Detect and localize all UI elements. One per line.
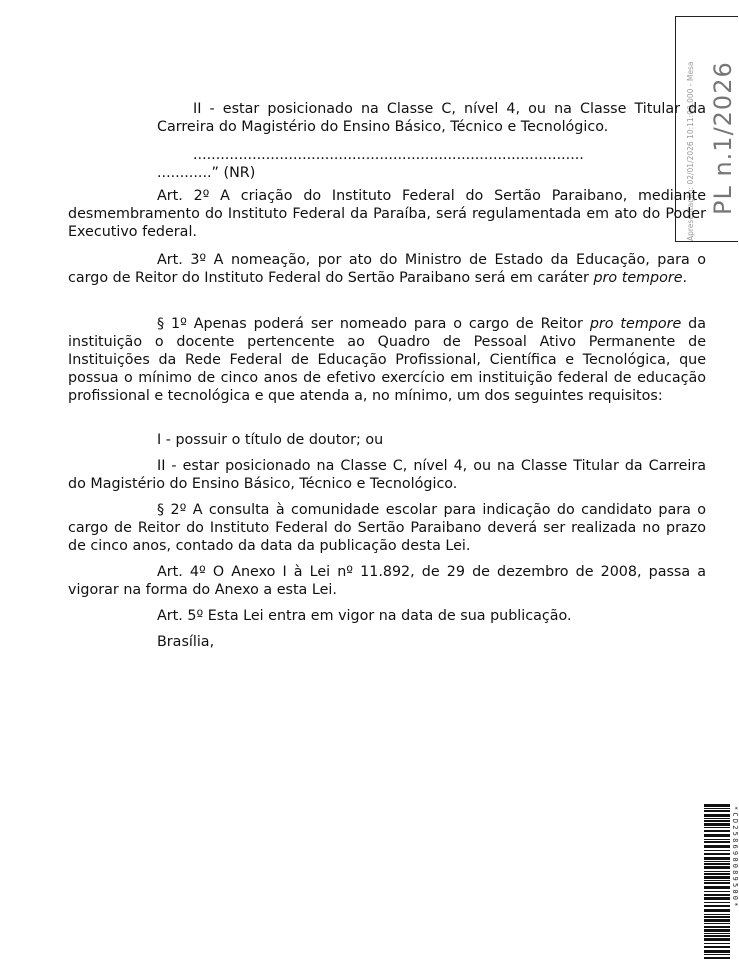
barcode-bar: [704, 886, 730, 889]
barcode-bar: [704, 909, 730, 912]
barcode-bar: [704, 853, 730, 855]
bill-number: PL n.1/2026: [709, 61, 737, 215]
barcode-bar: [704, 871, 730, 872]
barcode-bar: [704, 946, 730, 948]
barcode-bar: [704, 876, 730, 879]
barcode-bar: [704, 830, 730, 832]
barcode-bar: [704, 850, 730, 851]
barcode-bar: [704, 845, 730, 848]
inciso-ii: II - estar posicionado na Classe C, nível 4, ou na Classe Titular da Carreira do Magistério do Ensino Básico, Técnico e Tecnológico.: [68, 458, 706, 492]
article-2: Art. 2º A criação do Instituto Federal do Sertão Paraibano, mediante desmembramento do Instituto Federal da Paraíba, será regulamentada em ato do Poder Executivo federal.: [68, 188, 706, 240]
barcode-bar: [704, 891, 730, 892]
barcode-bar: [704, 882, 730, 884]
barcode-bar: [704, 916, 730, 918]
ellipsis-line: ......................................................................................: [193, 147, 584, 163]
barcode-bar: [704, 808, 730, 809]
article-3-italic: pro tempore: [593, 270, 683, 286]
barcode-bar: [704, 935, 730, 937]
barcode-bar: [704, 926, 730, 928]
barcode-bar: [704, 933, 730, 934]
barcode-bar: [704, 827, 730, 828]
barcode-bar: [704, 818, 730, 819]
article-5: Art. 5º Esta Lei entra em vigor na data de sua publicação.: [157, 608, 572, 624]
barcode-bar: [704, 814, 730, 817]
barcode-bar: [704, 938, 730, 941]
barcode: [704, 804, 730, 959]
barcode-bar: [704, 873, 730, 875]
barcode-bar: [704, 897, 730, 900]
barcode-bar: [704, 834, 730, 837]
paragraph-1-text: § 1º Apenas poderá ser nomeado para o cargo de Reitor: [157, 316, 590, 332]
barcode-bar: [704, 929, 730, 932]
barcode-bar: [704, 880, 730, 881]
barcode-bar: [704, 839, 730, 840]
ellipsis-nr: ............” (NR): [157, 165, 256, 181]
paragraph-2: § 2º A consulta à comunidade escolar para indicação do candidato para o cargo de Reitor do Instituto Federal do Sertão Paraibano deverá ser realizada no prazo de cinco anos, contado da data da publicação desta Lei.: [68, 502, 706, 554]
paragraph-1: [68, 315, 706, 405]
barcode-bar: [704, 957, 730, 959]
article-3: [68, 251, 706, 287]
barcode-bar: [704, 894, 730, 896]
barcode-bar: [704, 857, 730, 860]
paragraph-1-rest: da instituição o docente pertencente ao Quadro de Pessoal Ativo Permanente de Instituições da Rede Federal de Educação Profissional, Científica e Tecnológica, que possua o mínimo de cinco anos de efetivo exercício em instituição federal de educação profissional e tecnológica e que atenda a, no mínimo, um dos seguintes requisitos:: [68, 316, 707, 404]
barcode-bar: [704, 905, 730, 907]
barcode-bar: [704, 950, 730, 953]
paragraph-1-italic: pro tempore: [589, 316, 682, 332]
barcode-bar: [704, 841, 730, 843]
barcode-bar: [704, 943, 730, 944]
barcode-bar: [704, 919, 730, 922]
barcode-bar: [704, 804, 730, 807]
place-line: Brasília,: [157, 634, 215, 650]
barcode-bar: [704, 866, 730, 869]
article-4: Art. 4º O Anexo I à Lei nº 11.892, de 29 de dezembro de 2008, passa a vigorar na forma do Anexo a esta Lei.: [68, 564, 706, 598]
barcode-bar: [704, 861, 730, 862]
barcode-bar: [704, 902, 730, 903]
barcode-bar: [704, 923, 730, 924]
barcode-bar: [704, 823, 730, 826]
barcode-text: *CD258690089500*: [731, 806, 739, 909]
article-3-text: Art. 3º A nomeação, por ato do Ministro de Estado da Educação, para o cargo de Reitor do Instituto Federal do Sertão Paraibano será em caráter: [68, 252, 706, 286]
barcode-bar: [704, 810, 730, 812]
barcode-bar: [704, 954, 730, 955]
paragraph-inciso-ii: II - estar posicionado na Classe C, nível 4, ou na Classe Titular da Carreira do Magistério do Ensino Básico, Técnico e Tecnológico.: [157, 101, 706, 135]
inciso-i: I - possuir o título de doutor; ou: [157, 432, 384, 448]
article-3-end: .: [682, 270, 688, 286]
barcode-bar: [704, 863, 730, 865]
barcode-bar: [704, 820, 730, 822]
barcode-bar: [704, 914, 730, 915]
presentation-date: Apresentação: 02/01/2026 10:11:00.000 - Mesa: [686, 61, 695, 241]
